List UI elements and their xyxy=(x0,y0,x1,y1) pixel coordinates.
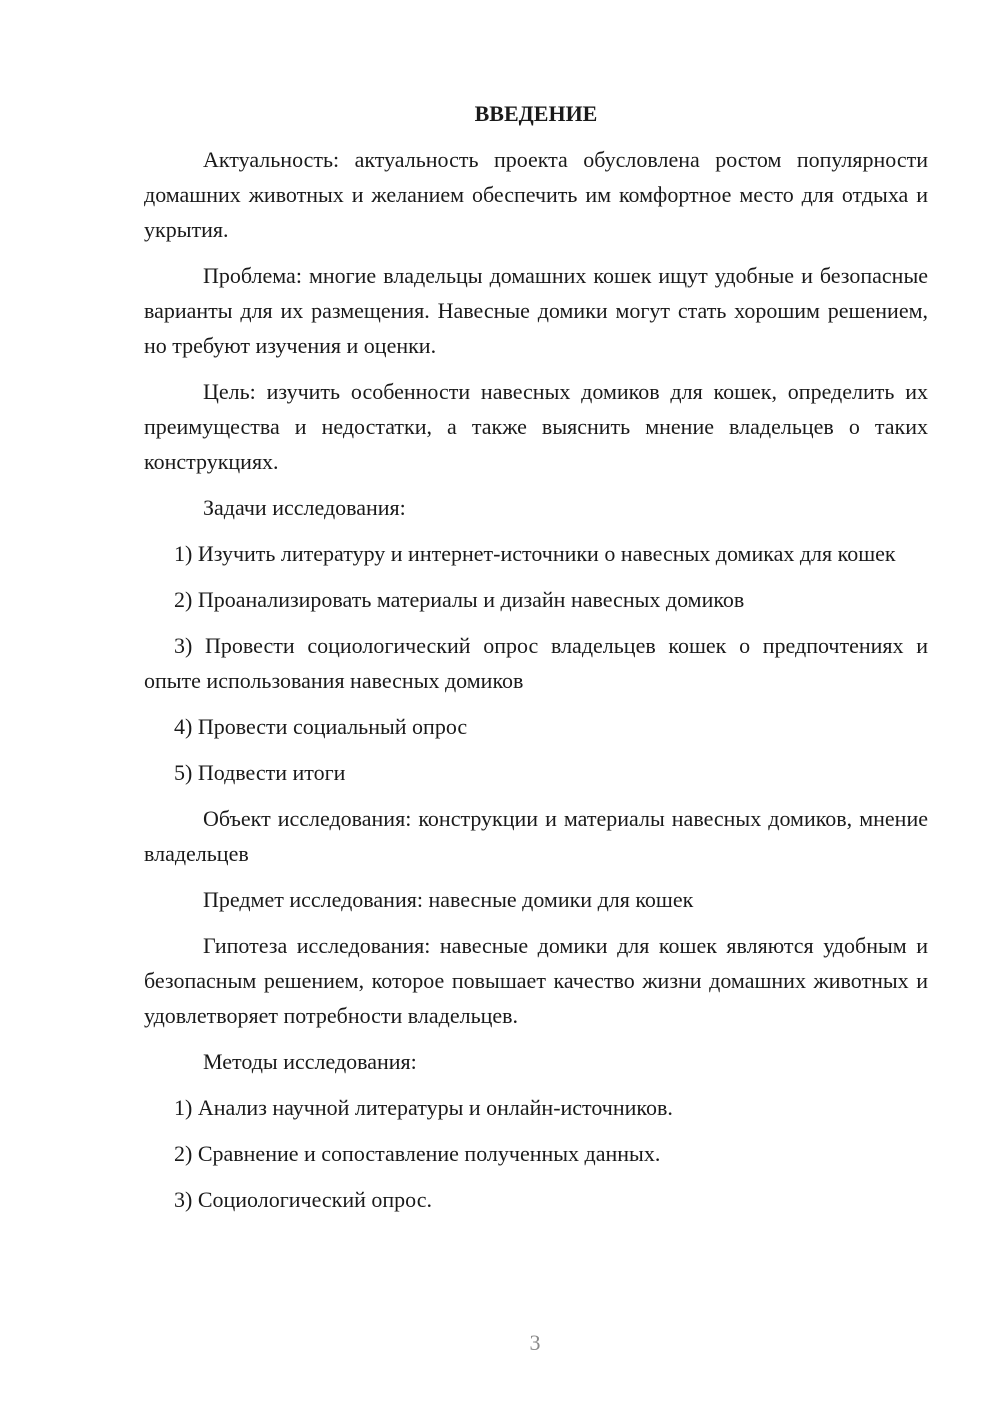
section-title: ВВЕДЕНИЕ xyxy=(474,101,598,126)
paragraph-object: Объект исследования: конструкции и материалы навесных домиков, мнение владельцев xyxy=(144,806,928,866)
list-item-task-5: 5) Подвести итоги xyxy=(174,760,346,785)
paragraph-relevance: Актуальность: актуальность проекта обусловлена ростом популярности домашних животных и желанием обеспечить им комфортное место для отдыха и укрытия. xyxy=(144,147,928,242)
paragraph-methods-heading: Методы исследования: xyxy=(203,1049,417,1074)
list-item-task-4: 4) Провести социальный опрос xyxy=(174,714,468,739)
paragraph-subject: Предмет исследования: навесные домики для кошек xyxy=(203,887,694,912)
paragraph-tasks-heading: Задачи исследования: xyxy=(203,495,406,520)
paragraph-goal: Цель: изучить особенности навесных домиков для кошек, определить их преимущества и недостатки, а также выяснить мнение владельцев о таких конструкциях. xyxy=(144,379,928,474)
page-number: 3 xyxy=(529,1330,541,1355)
list-item-task-3: 3) Провести социологический опрос владельцев кошек о предпочтениях и опыте использования навесных домиков xyxy=(144,633,928,693)
list-item-task-2: 2) Проанализировать материалы и дизайн навесных домиков xyxy=(174,587,745,612)
paragraph-hypothesis: Гипотеза исследования: навесные домики для кошек являются удобным и безопасным решением, которое повышает качество жизни домашних животных и удовлетворяет потребности владельцев. xyxy=(144,933,928,1028)
list-item-method-2: 2) Сравнение и сопоставление полученных данных. xyxy=(174,1141,661,1166)
paragraph-problem: Проблема: многие владельцы домашних кошек ищут удобные и безопасные варианты для их размещения. Навесные домики могут стать хорошим решением, но требуют изучения и оценки. xyxy=(144,263,928,358)
list-item-method-3: 3) Социологический опрос. xyxy=(174,1187,432,1212)
list-item-method-1: 1) Анализ научной литературы и онлайн-источников. xyxy=(174,1095,673,1120)
document-page xyxy=(144,96,928,1228)
list-item-task-1: 1) Изучить литературу и интернет-источники о навесных домиках для кошек xyxy=(174,541,896,566)
